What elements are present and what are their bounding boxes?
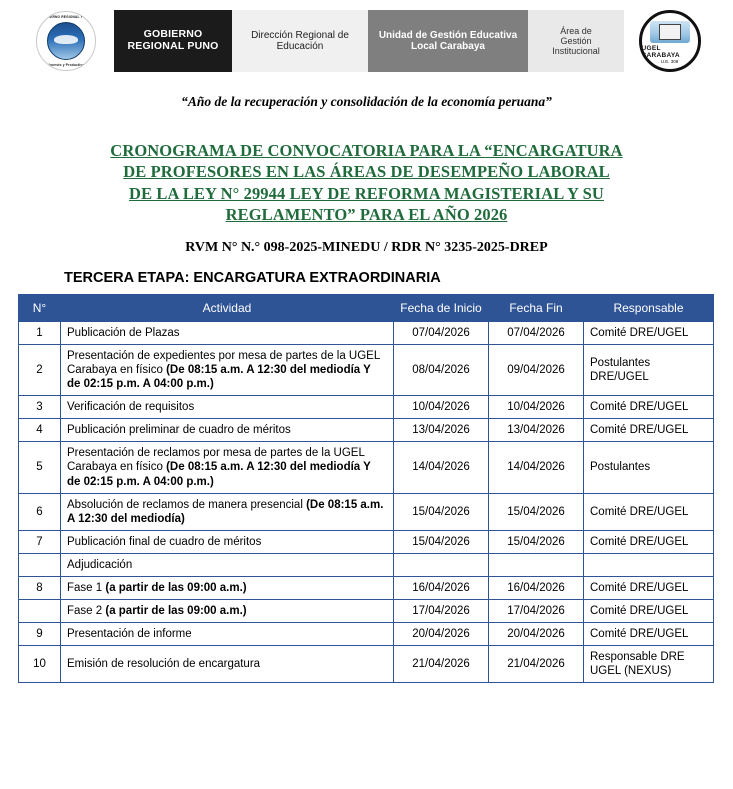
table-row: [19, 576, 714, 599]
cell-numero: 10: [19, 645, 61, 682]
table-row: [19, 599, 714, 622]
header-area-line1: Área de: [560, 25, 592, 36]
ugel-seal-title: UGEL CARABAYA: [641, 45, 680, 59]
cell-fecha-fin: 21/04/2026: [489, 645, 584, 682]
title-line-2a: DE PROFESORES: [123, 162, 262, 182]
cell-numero: 6: [19, 493, 61, 530]
cell-fecha-inicio: 20/04/2026: [394, 622, 489, 645]
document-page: [0, 10, 733, 789]
column-header-numero: N°: [19, 294, 61, 322]
gobierno-regional-puno-logo: [18, 10, 114, 72]
header-ugel-line2: Local Carabaya: [411, 41, 485, 52]
cell-numero: 4: [19, 419, 61, 442]
cell-numero: 7: [19, 530, 61, 553]
cell-numero: 5: [19, 442, 61, 493]
header-area-line2: Gestión: [560, 35, 592, 46]
table-row: [19, 493, 714, 530]
cell-numero: 2: [19, 345, 61, 396]
page-title: [18, 140, 715, 226]
cell-numero: [19, 553, 61, 576]
table-row: [19, 419, 714, 442]
cell-fecha-fin: 15/04/2026: [489, 493, 584, 530]
cell-fecha-fin: 15/04/2026: [489, 530, 584, 553]
column-header-fecha-fin: Fecha Fin: [489, 294, 584, 322]
regional-seal-icon: [36, 11, 96, 71]
header-cell-gobierno: [114, 10, 232, 72]
cell-fecha-fin: 14/04/2026: [489, 442, 584, 493]
cell-fecha-inicio: 15/04/2026: [394, 530, 489, 553]
cell-numero: 8: [19, 576, 61, 599]
year-slogan: “Año de la recuperación y consolidación de la economía peruana”: [181, 94, 552, 109]
header-cell-area-gestion-institucional: [528, 10, 624, 72]
cell-responsable: Comité DRE/UGEL: [584, 493, 714, 530]
title-line-2b: EN LAS ÁREAS DE DESEMPEÑO LABORAL: [261, 162, 610, 182]
table-header-row: [19, 294, 714, 322]
resolution-reference: RVM N° N.° 098-2025-MINEDU / RDR N° 3235-2025-DREP: [185, 239, 548, 255]
schedule-table-body: [19, 322, 714, 682]
cell-fecha-inicio: 14/04/2026: [394, 442, 489, 493]
schedule-table: [18, 294, 714, 683]
cell-actividad: Adjudicación: [61, 553, 394, 576]
title-line-1: CRONOGRAMA DE CONVOCATORIA PARA LA “ENCARGATURA: [110, 141, 623, 160]
cell-fecha-fin: 13/04/2026: [489, 419, 584, 442]
ugel-carabaya-logo: [624, 10, 715, 72]
cell-responsable: Postulantes DRE/UGEL: [584, 345, 714, 396]
cell-fecha-inicio: 08/04/2026: [394, 345, 489, 396]
cell-fecha-inicio: 21/04/2026: [394, 645, 489, 682]
cell-actividad: Presentación de informe: [61, 622, 394, 645]
cell-responsable: Comité DRE/UGEL: [584, 530, 714, 553]
cell-fecha-inicio: [394, 553, 489, 576]
cell-fecha-fin: 10/04/2026: [489, 396, 584, 419]
cell-fecha-inicio: 17/04/2026: [394, 599, 489, 622]
header-direccion-line2: Educación: [276, 41, 324, 52]
cell-actividad: Emisión de resolución de encargatura: [61, 645, 394, 682]
header-area-line3: Institucional: [552, 46, 600, 57]
column-header-responsable: Responsable: [584, 294, 714, 322]
cell-numero: [19, 599, 61, 622]
cell-numero: 1: [19, 322, 61, 345]
table-row: [19, 530, 714, 553]
table-row: [19, 345, 714, 396]
cell-numero: 9: [19, 622, 61, 645]
cell-fecha-inicio: 07/04/2026: [394, 322, 489, 345]
table-row: [19, 442, 714, 493]
cell-fecha-fin: 09/04/2026: [489, 345, 584, 396]
cell-fecha-fin: 16/04/2026: [489, 576, 584, 599]
cell-actividad: Fase 2 (a partir de las 09:00 a.m.): [61, 599, 394, 622]
cell-responsable: Comité DRE/UGEL: [584, 599, 714, 622]
header-cell-ugel-carabaya: [368, 10, 528, 72]
cell-fecha-inicio: 15/04/2026: [394, 493, 489, 530]
cell-responsable: Comité DRE/UGEL: [584, 396, 714, 419]
cell-actividad: Verificación de requisitos: [61, 396, 394, 419]
cell-fecha-inicio: 13/04/2026: [394, 419, 489, 442]
table-row: [19, 553, 714, 576]
cell-fecha-fin: 17/04/2026: [489, 599, 584, 622]
title-line-4: REGLAMENTO” PARA EL AÑO 2026: [225, 205, 508, 225]
cell-responsable: [584, 553, 714, 576]
seal-ring-top-text: GOBIERNO REGIONAL PUNO: [41, 15, 91, 19]
cell-actividad: Presentación de expedientes por mesa de partes de la UGEL Carabaya en físico (De 08:15 a.m. A 12:30 del mediodía Y de 02:15 p.m. A 04:00 p.m.): [61, 345, 394, 396]
cell-actividad: Presentación de reclamos por mesa de partes de la UGEL Carabaya en físico (De 08:15 a.m. A 12:30 del mediodía Y de 02:15 p.m. A 04:00 p.m.): [61, 442, 394, 493]
cell-numero: 3: [19, 396, 61, 419]
cell-fecha-inicio: 16/04/2026: [394, 576, 489, 599]
table-row: [19, 396, 714, 419]
ugel-seal-icon: [639, 10, 701, 72]
cell-responsable: Comité DRE/UGEL: [584, 576, 714, 599]
cell-responsable: Comité DRE/UGEL: [584, 622, 714, 645]
table-row: [19, 645, 714, 682]
cell-fecha-fin: 20/04/2026: [489, 622, 584, 645]
stage-subtitle: TERCERA ETAPA: ENCARGATURA EXTRAORDINARIA: [64, 269, 441, 286]
ugel-seal-subtitle: U.E. 308: [660, 59, 679, 64]
institutional-header: [18, 10, 715, 72]
seal-ring-bottom-text: Honesto y Productivo: [47, 63, 85, 67]
cell-fecha-inicio: 10/04/2026: [394, 396, 489, 419]
ugel-seal-building-icon: [650, 21, 690, 43]
cell-actividad: Publicación preliminar de cuadro de méritos: [61, 419, 394, 442]
cell-responsable: Comité DRE/UGEL: [584, 419, 714, 442]
header-ugel-line1: Unidad de Gestión Educativa: [378, 29, 518, 41]
header-cell-direccion-regional: [232, 10, 368, 72]
cell-fecha-fin: [489, 553, 584, 576]
cell-actividad: Publicación de Plazas: [61, 322, 394, 345]
cell-actividad: Absolución de reclamos de manera presencial (De 08:15 a.m. A 12:30 del mediodía): [61, 493, 394, 530]
cell-actividad: Publicación final de cuadro de méritos: [61, 530, 394, 553]
column-header-fecha-inicio: Fecha de Inicio: [394, 294, 489, 322]
header-gobierno-line2: REGIONAL PUNO: [127, 40, 219, 52]
table-row: [19, 322, 714, 345]
cell-responsable: Comité DRE/UGEL: [584, 322, 714, 345]
table-row: [19, 622, 714, 645]
cell-responsable: Responsable DRE UGEL (NEXUS): [584, 645, 714, 682]
cell-fecha-fin: 07/04/2026: [489, 322, 584, 345]
column-header-actividad: Actividad: [61, 294, 394, 322]
header-direccion-line1: Dirección Regional de: [251, 29, 349, 41]
seal-inner-emblem: [47, 22, 85, 60]
title-line-3: DE LA LEY N° 29944 LEY DE REFORMA MAGISTERIAL Y SU: [129, 183, 604, 203]
cell-responsable: Postulantes: [584, 442, 714, 493]
cell-actividad: Fase 1 (a partir de las 09:00 a.m.): [61, 576, 394, 599]
header-gobierno-line1: GOBIERNO: [143, 28, 203, 41]
